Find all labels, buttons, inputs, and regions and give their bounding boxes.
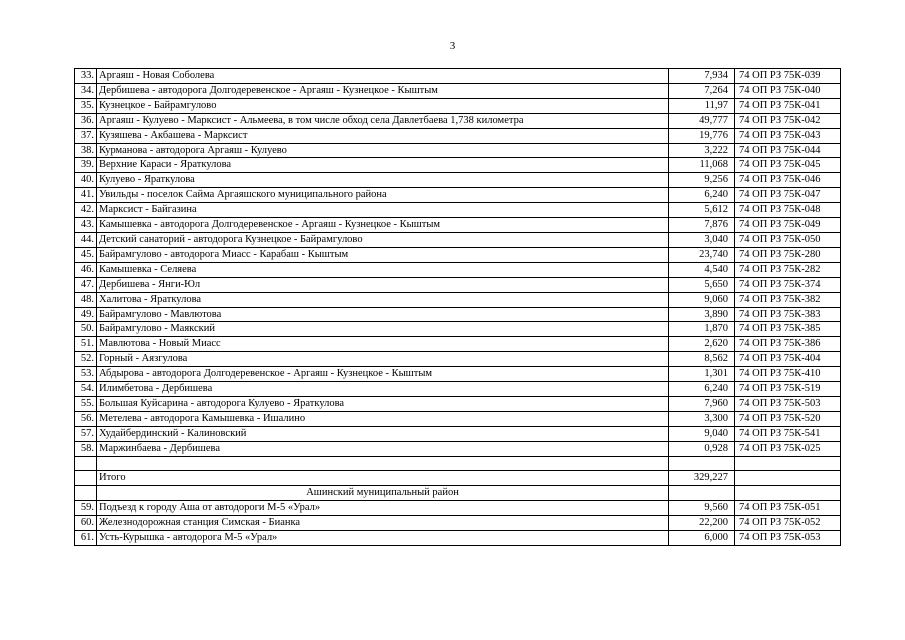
row-number: 54. [75, 382, 97, 397]
road-code: 74 ОП РЗ 75К-280 [735, 247, 841, 262]
road-length: 0,928 [669, 441, 735, 456]
road-name: Камышевка - Селяева [97, 262, 669, 277]
road-name: Дербишева - Янги-Юл [97, 277, 669, 292]
road-name: Маржинбаева - Дербишева [97, 441, 669, 456]
road-code: 74 ОП РЗ 75К-048 [735, 203, 841, 218]
table-row [75, 277, 841, 292]
table-row [75, 98, 841, 113]
row-number: 40. [75, 173, 97, 188]
road-code: 74 ОП РЗ 75К-039 [735, 69, 841, 84]
road-name: Байрамгулово - автодорога Миасс - Карабаш - Кыштым [97, 247, 669, 262]
row-number: 37. [75, 128, 97, 143]
road-length: 9,256 [669, 173, 735, 188]
row-number: 34. [75, 83, 97, 98]
table-row [75, 411, 841, 426]
table-row [75, 352, 841, 367]
table-row [75, 113, 841, 128]
road-length: 3,890 [669, 307, 735, 322]
road-name: Байрамгулово - Маякский [97, 322, 669, 337]
road-code: 74 ОП РЗ 75К-404 [735, 352, 841, 367]
road-name: Подъезд к городу Аша от автодороги М-5 «Урал» [97, 501, 669, 516]
road-length: 1,870 [669, 322, 735, 337]
empty-cell [735, 486, 841, 501]
road-length: 3,222 [669, 143, 735, 158]
total-label: Итого [97, 471, 669, 486]
table-row [75, 337, 841, 352]
road-length: 11,068 [669, 158, 735, 173]
table-row [75, 69, 841, 84]
empty-cell [735, 471, 841, 486]
road-code: 74 ОП РЗ 75К-386 [735, 337, 841, 352]
road-length: 3,040 [669, 232, 735, 247]
row-number: 55. [75, 396, 97, 411]
row-number: 52. [75, 352, 97, 367]
road-name: Камышевка - автодорога Долгодеревенское - Аргаяш - Кузнецкое - Кыштым [97, 218, 669, 233]
road-name: Халитова - Яраткулова [97, 292, 669, 307]
empty-cell [75, 486, 97, 501]
road-code: 74 ОП РЗ 75К-025 [735, 441, 841, 456]
empty-cell [669, 456, 735, 471]
total-row [75, 471, 841, 486]
road-name: Большая Куйсарина - автодорога Кулуево - Яраткулова [97, 396, 669, 411]
road-length: 9,560 [669, 501, 735, 516]
section-title: Ашинский муниципальный район [97, 486, 669, 501]
row-number: 59. [75, 501, 97, 516]
road-name: Усть-Курышка - автодорога М-5 «Урал» [97, 531, 669, 546]
road-name: Горный - Аязгулова [97, 352, 669, 367]
row-number: 57. [75, 426, 97, 441]
row-number: 48. [75, 292, 97, 307]
row-number: 35. [75, 98, 97, 113]
row-number: 58. [75, 441, 97, 456]
row-number: 43. [75, 218, 97, 233]
table-row [75, 218, 841, 233]
road-code: 74 ОП РЗ 75К-053 [735, 531, 841, 546]
row-number: 51. [75, 337, 97, 352]
table-row [75, 158, 841, 173]
road-code: 74 ОП РЗ 75К-046 [735, 173, 841, 188]
row-number: 38. [75, 143, 97, 158]
road-name: Курманова - автодорога Аргаяш - Кулуево [97, 143, 669, 158]
row-number: 33. [75, 69, 97, 84]
empty-cell [669, 486, 735, 501]
table-row [75, 292, 841, 307]
row-number: 50. [75, 322, 97, 337]
table-row [75, 128, 841, 143]
table-row [75, 143, 841, 158]
road-name: Увильды - поселок Сайма Аргаяшского муниципального района [97, 188, 669, 203]
table-row [75, 501, 841, 516]
road-code: 74 ОП РЗ 75К-043 [735, 128, 841, 143]
road-length: 5,612 [669, 203, 735, 218]
row-number: 53. [75, 367, 97, 382]
road-code: 74 ОП РЗ 75К-541 [735, 426, 841, 441]
road-length: 23,740 [669, 247, 735, 262]
road-length: 7,876 [669, 218, 735, 233]
table-row [75, 203, 841, 218]
road-name: Илимбетова - Дербишева [97, 382, 669, 397]
road-length: 2,620 [669, 337, 735, 352]
table-row [75, 83, 841, 98]
table-row [75, 516, 841, 531]
road-name: Абдырова - автодорога Долгодеревенское - Аргаяш - Кузнецкое - Кыштым [97, 367, 669, 382]
road-name: Метелева - автодорога Камышевка - Ишалино [97, 411, 669, 426]
row-number: 47. [75, 277, 97, 292]
total-length: 329,227 [669, 471, 735, 486]
row-number: 60. [75, 516, 97, 531]
road-code: 74 ОП РЗ 75К-382 [735, 292, 841, 307]
table-row [75, 382, 841, 397]
road-code: 74 ОП РЗ 75К-041 [735, 98, 841, 113]
table-row [75, 396, 841, 411]
row-number: 42. [75, 203, 97, 218]
road-length: 7,264 [669, 83, 735, 98]
row-number: 46. [75, 262, 97, 277]
page-number: 3 [449, 40, 456, 52]
road-code: 74 ОП РЗ 75К-503 [735, 396, 841, 411]
road-name: Аргаяш - Кулуево - Марксист - Альмеева, в том числе обход села Давлетбаева 1,738 километра [97, 113, 669, 128]
road-code: 74 ОП РЗ 75К-051 [735, 501, 841, 516]
road-name: Мавлютова - Новый Миасс [97, 337, 669, 352]
road-name: Кузяшева - Акбашева - Марксист [97, 128, 669, 143]
road-name: Кулуево - Яраткулова [97, 173, 669, 188]
road-code: 74 ОП РЗ 75К-040 [735, 83, 841, 98]
row-number: 45. [75, 247, 97, 262]
road-code: 74 ОП РЗ 75К-044 [735, 143, 841, 158]
road-name: Железнодорожная станция Симская - Бианка [97, 516, 669, 531]
roads-table [74, 68, 841, 546]
road-code: 74 ОП РЗ 75К-052 [735, 516, 841, 531]
road-code: 74 ОП РЗ 75К-050 [735, 232, 841, 247]
empty-cell [97, 456, 669, 471]
empty-cell [75, 471, 97, 486]
road-name: Детский санаторий - автодорога Кузнецкое - Байрамгулово [97, 232, 669, 247]
table-row [75, 426, 841, 441]
road-name: Дербишева - автодорога Долгодеревенское - Аргаяш - Кузнецкое - Кыштым [97, 83, 669, 98]
road-length: 6,240 [669, 188, 735, 203]
road-name: Аргаяш - Новая Соболева [97, 69, 669, 84]
road-code: 74 ОП РЗ 75К-047 [735, 188, 841, 203]
road-length: 6,000 [669, 531, 735, 546]
road-length: 3,300 [669, 411, 735, 426]
road-length: 9,060 [669, 292, 735, 307]
road-name: Кузнецкое - Байрамгулово [97, 98, 669, 113]
road-code: 74 ОП РЗ 75К-049 [735, 218, 841, 233]
road-code: 74 ОП РЗ 75К-042 [735, 113, 841, 128]
row-number: 44. [75, 232, 97, 247]
road-code: 74 ОП РЗ 75К-519 [735, 382, 841, 397]
empty-cell [75, 456, 97, 471]
road-name: Верхние Караси - Яраткулова [97, 158, 669, 173]
road-code: 74 ОП РЗ 75К-282 [735, 262, 841, 277]
row-number: 56. [75, 411, 97, 426]
road-length: 19,776 [669, 128, 735, 143]
road-length: 1,301 [669, 367, 735, 382]
table-row [75, 232, 841, 247]
road-length: 7,934 [669, 69, 735, 84]
road-name: Байрамгулово - Мавлютова [97, 307, 669, 322]
road-name: Худайбердинский - Калиновский [97, 426, 669, 441]
section-row [75, 486, 841, 501]
road-length: 6,240 [669, 382, 735, 397]
table-row [75, 307, 841, 322]
road-length: 4,540 [669, 262, 735, 277]
table-row [75, 262, 841, 277]
table-row [75, 531, 841, 546]
row-number: 41. [75, 188, 97, 203]
road-code: 74 ОП РЗ 75К-383 [735, 307, 841, 322]
gap-row [75, 456, 841, 471]
row-number: 49. [75, 307, 97, 322]
row-number: 39. [75, 158, 97, 173]
table-row [75, 188, 841, 203]
table-row [75, 441, 841, 456]
road-length: 8,562 [669, 352, 735, 367]
table-row [75, 322, 841, 337]
road-length: 9,040 [669, 426, 735, 441]
row-number: 36. [75, 113, 97, 128]
road-name: Марксист - Байгазина [97, 203, 669, 218]
empty-cell [735, 456, 841, 471]
road-length: 11,97 [669, 98, 735, 113]
road-code: 74 ОП РЗ 75К-385 [735, 322, 841, 337]
table-row [75, 247, 841, 262]
row-number: 61. [75, 531, 97, 546]
table-row [75, 367, 841, 382]
road-code: 74 ОП РЗ 75К-410 [735, 367, 841, 382]
road-code: 74 ОП РЗ 75К-374 [735, 277, 841, 292]
road-length: 49,777 [669, 113, 735, 128]
table-row [75, 173, 841, 188]
road-code: 74 ОП РЗ 75К-045 [735, 158, 841, 173]
road-length: 7,960 [669, 396, 735, 411]
road-length: 5,650 [669, 277, 735, 292]
road-code: 74 ОП РЗ 75К-520 [735, 411, 841, 426]
road-length: 22,200 [669, 516, 735, 531]
